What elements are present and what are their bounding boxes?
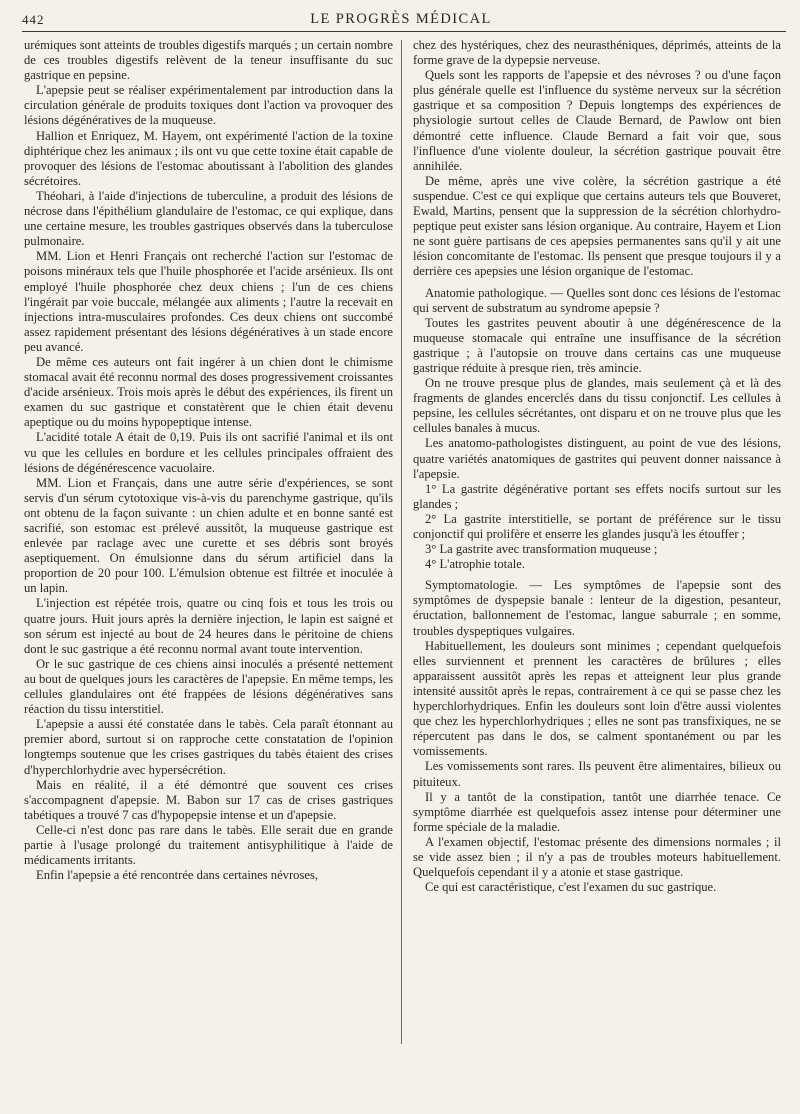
paragraph: Symptomatologie. — Les symptômes de l'apepsie sont des symptômes de dyspepsie banale : lenteur de la digestion, pesanteur, éructation, ballonnement de l'estomac, langue saburrale ; en somme, troubles dyspeptiques vulgaires. xyxy=(413,578,781,638)
paragraph: On ne trouve presque plus de glandes, mais seulement çà et là des fragments de glandes encerclés dans du tissu conjonctif. Les cellules à pepsine, les cellules sécrétantes, ont disparu et on ne trouve plus que les cellules banales à mucus. xyxy=(413,376,781,436)
page-header xyxy=(22,10,780,36)
paragraph: L'apepsie peut se réaliser expérimentalement par introduction dans la circulation générale de produits toxiques dont l'action va provoquer des lésions dégénératives de la muqueuse. xyxy=(24,83,393,128)
right-column xyxy=(413,38,781,1044)
paragraph: chez des hystériques, chez des neurasthéniques, déprimés, atteints de la forme grave de la dypepsie nerveuse. xyxy=(413,38,781,68)
paragraph: Il y a tantôt de la constipation, tantôt une diarrhée tenace. Ce symptôme diarrhée est quelquefois assez intense pour déterminer une forme spéciale de la maladie. xyxy=(413,789,781,834)
paragraph: Mais en réalité, il a été démontré que souvent ces crises s'accompagnent d'apepsie. M. Babon sur 17 cas de crises gastriques tabétiques a trouvé 7 cas d'hypopepsie intense et un d'apepsie. xyxy=(24,777,393,822)
paragraph: A l'examen objectif, l'estomac présente des dimensions normales ; il se vide assez bien ; il n'y a pas de troubles moteurs habituellement. Quelquefois cependant il y a atonie et stase gastrique. xyxy=(413,834,781,880)
paragraph: MM. Lion et Henri Français ont recherché l'action sur l'estomac de poisons minéraux tels que l'huile phosphorée et l'acide arsénieux. Ils ont employé l'huile phosphorée chez deux chiens ; l'un de ces chiens l'ingérait par voie buccale, mélangée aux aliments ; l'autre la recevait en injections intra-musculaires profondes. Ces deux chiens ont succombé assez rapidement présentant des lésions dégénératives à un stade encore peu avancé. xyxy=(24,249,393,354)
paragraph: L'apepsie a aussi été constatée dans le tabès. Cela paraît étonnant au premier abord, surtout si on rapproche cette constatation de l'opinion longtemps soutenue que les crises gastriques du tabès étaient des crises d'hyperchlorhydrie avec hypersécrétion. xyxy=(24,717,393,777)
paragraph: De même, après une vive colère, la sécrétion gastrique a été suspendue. C'est ce qui explique que certains auteurs tels que Bouveret, Ewald, Martins, pensent que la suppression de la sécrétion chlorhydro-peptique peut exister sans lésion organique. Au contraire, Hayem et Lion ne sont guère partisans de ces apepsies permanentes sans qu'il y ait une lésion concomitante de l'estomac. Ils pensent que presque toujours il y a derrière ces apepsies une lésion organique de l'estomac. xyxy=(413,173,781,279)
paragraph: De même ces auteurs ont fait ingérer à un chien dont le chimisme stomacal avait été reconnu normal des doses progressivement croissantes d'acide arsénieux. Trois mois après le début des expériences, ils firent un examen du suc gastrique et constatèrent que le chien était devenu apeptique ou du moins hypopeptique intense. xyxy=(24,354,393,430)
page-number: 442 xyxy=(22,12,45,27)
paragraph: Habituellement, les douleurs sont minimes ; cependant quelquefois elles surviennent et prennent les caractères de brûlures ; elles apparaissent aussitôt après les repas et atteignent leur plus grande intensité aussitôt après le repas, contrairement à ce qui se passe chez les hyperchlorhydriques. Enfin les douleurs sont loin d'être aussi violentes que chez les hyperchlorhydriques ; elles ne sont pas transfixiques, ne se répercutent pas dans le dos, se calment spontanément ou par les vomissements. xyxy=(413,638,781,759)
header-rule xyxy=(22,31,786,32)
paragraph: Ce qui est caractéristique, c'est l'examen du suc gastrique. xyxy=(425,880,717,895)
running-title: LE PROGRÈS MÉDICAL xyxy=(310,11,492,27)
paragraph: MM. Lion et Français, dans une autre série d'expériences, se sont servis d'un sérum cytotoxique vis-à-vis du parenchyme gastrique, qu'ils ont obtenu de la façon suivante : un chien adulte et en bonne santé est sacrifié, son estomac est prélevé aussitôt, la muqueuse gastrique est enlevée par raclage avec une curette et ses débris sont broyés aseptiquement. On émulsionne dans du sérum artificiel dans la proportion de 20 pour 100. L'émulsion obtenue est filtrée et inoculée à un lapin. xyxy=(24,475,393,596)
paragraph: 3° La gastrite avec transformation muqueuse ; xyxy=(425,542,658,557)
paragraph: Les vomissements sont rares. Ils peuvent être alimentaires, bilieux ou pituiteux. xyxy=(413,759,781,789)
paragraph: Or le suc gastrique de ces chiens ainsi inoculés a présenté nettement au bout de quelques jours les caractères de l'apepsie. En même temps, les cellules glandulaires ont été frappées de lésions dégénératives sans réaction du tissu interstitiel. xyxy=(24,656,393,717)
paragraph: L'acidité totale A était de 0,19. Puis ils ont sacrifié l'animal et ils ont vu que les cellules en bordure et les cellules principales offraient des lésions de dégénérescence vacuolaire. xyxy=(24,430,393,475)
paragraph: 1° La gastrite dégénérative portant ses effets nocifs surtout sur les glandes ; xyxy=(413,481,781,511)
paragraph: 2° La gastrite interstitielle, se portant de préférence sur le tissu conjonctif qui prolifère et enserre les glandes jusqu'à les étouffer ; xyxy=(413,511,781,541)
paragraph: Enfin l'apepsie a été rencontrée dans certaines névroses, xyxy=(36,868,319,883)
paragraph: Les anatomo-pathologistes distinguent, au point de vue des lésions, quatre variétés anatomiques de gastrites qui peuvent donner naissance à l'apepsie. xyxy=(413,436,781,481)
paragraph: Anatomie pathologique. — Quelles sont donc ces lésions de l'estomac qui servent de substratum au syndrome apepsie ? xyxy=(413,285,781,315)
paragraph: L'injection est répétée trois, quatre ou cinq fois et tous les trois ou quatre jours. Huit jours après la dernière injection, le lapin est saigné et son sérum est injecté au bout de 24 heures dans le péritoine de chiens dont le suc gastrique a été reconnu normal avant toute intervention. xyxy=(24,596,393,656)
paragraph: Quels sont les rapports de l'apepsie et des névroses ? ou d'une façon plus générale quelle est l'influence du système nerveux sur la sécrétion gastrique et sa composition ? Depuis longtemps des expériences de physiologie surtout celles de Claude Bernard, de Pawlow ont bien démontré cette influence. Claude Bernard a fait voir que, sous l'influence d'une violente douleur, la sécrétion gastrique pouvait être annihilée. xyxy=(413,68,781,173)
paragraph: Celle-ci n'est donc pas rare dans le tabès. Elle serait due en grande partie à l'usage prolongé du traitement antisyphilitique à l'aide de médicaments irritants. xyxy=(24,822,393,868)
column-divider xyxy=(401,40,402,1044)
paragraph: Toutes les gastrites peuvent aboutir à une dégénérescence de la muqueuse stomacale qui entraîne une insuffisance de la sécrétion gastrique ; à l'autopsie on trouve dans certains cas une muqueuse gastrique réduite à presque rien, très amincie. xyxy=(413,315,781,375)
paragraph: Hallion et Enriquez, M. Hayem, ont expérimenté l'action de la toxine diphtérique chez les animaux ; ils ont vu que cette toxine était capable de provoquer des lésions de l'estomac aboutissant à l'abolition des glandes sécrétoires. xyxy=(24,128,393,188)
paragraph: urémiques sont atteints de troubles digestifs marqués ; un certain nombre de ces troubles digestifs relèvent de la teneur insuffisante du suc gastrique en pepsine. xyxy=(24,38,393,83)
left-column xyxy=(24,38,393,1044)
paragraph: Théohari, à l'aide d'injections de tuberculine, a produit des lésions de nécrose dans l'épithélium glandulaire de l'estomac, ce qui explique, dans une certaine mesure, les troubles gastriques observés dans la tuberculose pulmonaire. xyxy=(24,188,393,249)
paragraph: 4° L'atrophie totale. xyxy=(425,557,525,572)
